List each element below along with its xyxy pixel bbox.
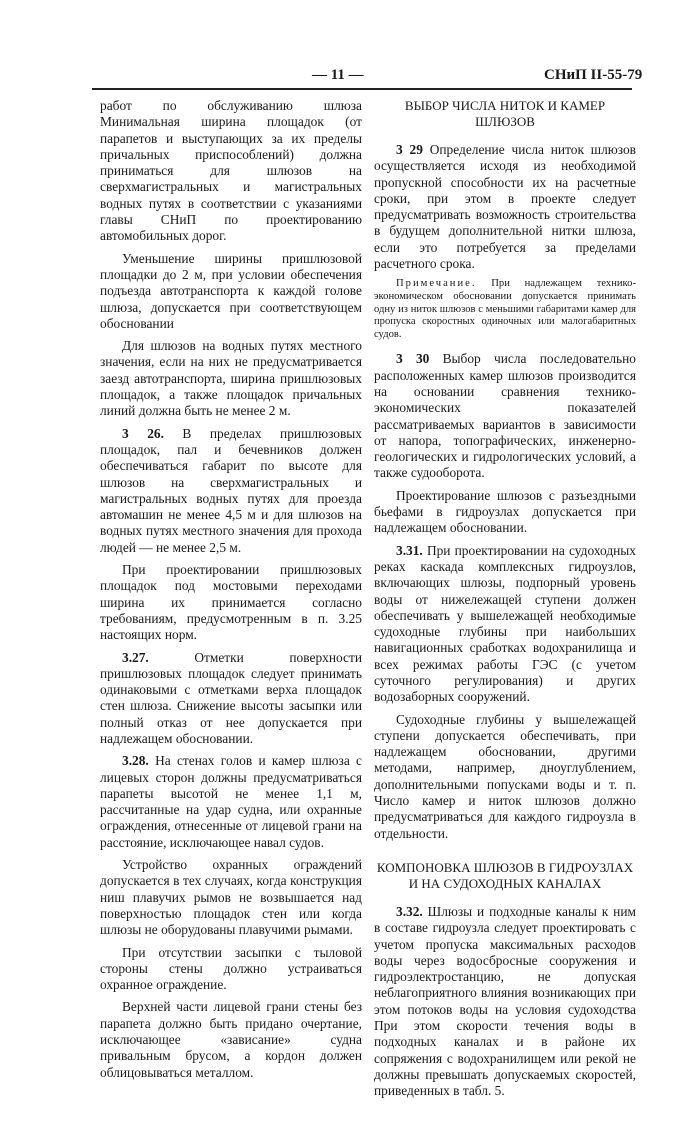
clause-number: 3 30 — [396, 351, 430, 367]
clause-number: 3 26. — [122, 425, 164, 441]
paragraph: При проектировании пришлюзовых площадок под мостовыми переходами ширина их принимается согласно требованиям, предусмотренным в п. 3.25 настоящих норм. — [100, 562, 362, 643]
right-column — [374, 92, 636, 1106]
paragraph: Проектирование шлюзов с разъездными бьефами в гидроузлах допускается при надлежащем обосновании. — [374, 487, 636, 536]
paragraph: работ по обслуживанию шлюза Минимальная ширина площадок (от парапетов и выступающих за их пределы причальных приспособлений) должна приниматься для шлюзов на сверхмагистральных и магистральных водных путях в соответствии с указаниями главы СНиП по проектированию автомобильных дорог. — [100, 98, 362, 244]
note-label: Примечание. — [396, 278, 477, 290]
clause-text: На стенах голов и камер шлюза с лицевых сторон должны предусматриваться парапеты высотой не менее 1,1 м, рассчитанные на удар судна, или охранные ограждения, отнесенные от лицевой грани на расстояние, исключающее навал судов. — [100, 753, 362, 850]
paragraph-3-29 — [374, 142, 636, 272]
paragraph-3-27 — [100, 650, 362, 748]
paragraph: Верхней части лицевой грани стены без парапета должно быть придано очертание, исключающее «зависание» судна привальным брусом, а кордон должен облицовываться металлом. — [100, 999, 362, 1080]
left-column — [100, 92, 362, 1087]
clause-text: Определение числа ниток шлюзов осуществляется исходя из необходимой пропускной способности их на расчетные сроки, при этом в проекте следует предусматривать возможность строительства в будущем дополнительной нитки шлюза, если это потребуется за пределами расчетного срока. — [374, 142, 636, 272]
section-heading-line1: КОМПОНОВКА ШЛЮЗОВ В ГИДРОУЗЛАХ — [376, 859, 634, 875]
clause-text: В пределах пришлюзовых площадок, пал и бечевников должен обеспечиваться габарит по высоте для шлюзов на сверхмагистральных и магистральных водных путях для проезда автомашин не менее 4,5 м и для шлюзов на водных путях местного значения для прохода людей — не менее 2,5 м. — [100, 425, 362, 555]
paragraph: Судоходные глубины у вышележащей ступени допускается обеспечивать, при надлежащем обосновании, другими методами, например, дноуглублением, дополнительными попусками воды и т. п. Число камер и ниток шлюзов должно предусматриваться для каждого гидроузла в отдельности. — [374, 711, 636, 841]
paragraph: Для шлюзов на водных путях местного значения, если на них не предусматривается заезд автотранспорта, ширина пришлюзовых площадок, а также площадок причальных линий должна быть не менее 2 м. — [100, 338, 362, 419]
clause-number: 3.27. — [122, 649, 149, 665]
clause-number: 3 29 — [396, 142, 423, 157]
paragraph: Устройство охранных ограждений допускается в тех случаях, когда конструкция ниш плавучих рымов не возвышается над поверхностью площадок стен или когда шлюзы не оборудованы плавучими рымами. — [100, 857, 362, 938]
clause-text: Выбор числа последовательно расположенных камер шлюзов производится на основании сравнения технико-экономических показателей рассматриваемых вариантов в зависимости от напора, топографических, инженерно-геологических и гидрологических условий, а также судооборота. — [374, 351, 636, 481]
clause-number: 3.32. — [396, 903, 423, 919]
document-code: СНиП II-55-79 — [544, 67, 643, 83]
note-text: При надлежащем технико-экономическом обосновании допускается принимать одну из ниток шлюзов с меньшими габаритами камер для пропуска скоростных одиночных или малогабаритных судов. — [374, 278, 636, 340]
page-number: — 11 — — [312, 67, 364, 83]
paragraph: При отсутствии засыпки с тыловой стороны стены должно устраиваться охранное ограждение. — [100, 944, 362, 993]
paragraph-3-28 — [100, 753, 362, 851]
clause-text: При проектировании на судоходных реках каскада комплексных гидроузлов, включающих шлюзы, подпорный уровень воды от нижележащей ступени должен обеспечивать у вышележащей необходимые судоходные глубины при наибольших навигационных сработках водохранилища и всех режимах работы ГЭС (с учетом суточного регулирования) и других водозаборных сооружений. — [374, 542, 636, 705]
section-heading: ВЫБОР ЧИСЛА НИТОК И КАМЕР ШЛЮЗОВ — [404, 98, 606, 129]
clause-number: 3.31. — [396, 542, 423, 558]
section-heading-line2: И НА СУДОХОДНЫХ КАНАЛАХ — [408, 875, 602, 891]
paragraph: Уменьшение ширины пришлюзовой площадки до 2 м, при условии обеспечения подъезда автотранспорта к каждой голове шлюза, допускается при соответствующем обосновании — [100, 250, 362, 331]
paragraph-3-32 — [374, 904, 636, 1100]
page-body — [0, 92, 700, 1126]
paragraph-3-26 — [100, 426, 362, 556]
clause-text: Отметки поверхности пришлюзовых площадок следует принимать одинаковыми с отметками верха площадок стен шлюза. Снижение высоты засыпки или полный отказ от нее допускается при надлежащем обосновании. — [100, 649, 362, 746]
paragraph-3-31 — [374, 543, 636, 706]
paragraph-3-30 — [374, 351, 636, 481]
clause-text: Шлюзы и подходные каналы к ним в составе гидроузла следует проектировать с учетом пропуска максимальных расходов воды через водосбросные сооружения и гидроэлектростанцию, не допуская неблагоприятного влияния возникающих при этом потоков воды на условия судоходства При этом скорости течения воды в подходных каналах и в районе их сопряжения с водохранилищем или рекой не должны превышать допускаемых скоростей, приведенных в табл. 5. — [374, 903, 636, 1099]
header-rule — [92, 88, 632, 90]
page-header — [0, 0, 700, 92]
note — [374, 278, 636, 341]
clause-number: 3.28. — [122, 753, 149, 769]
